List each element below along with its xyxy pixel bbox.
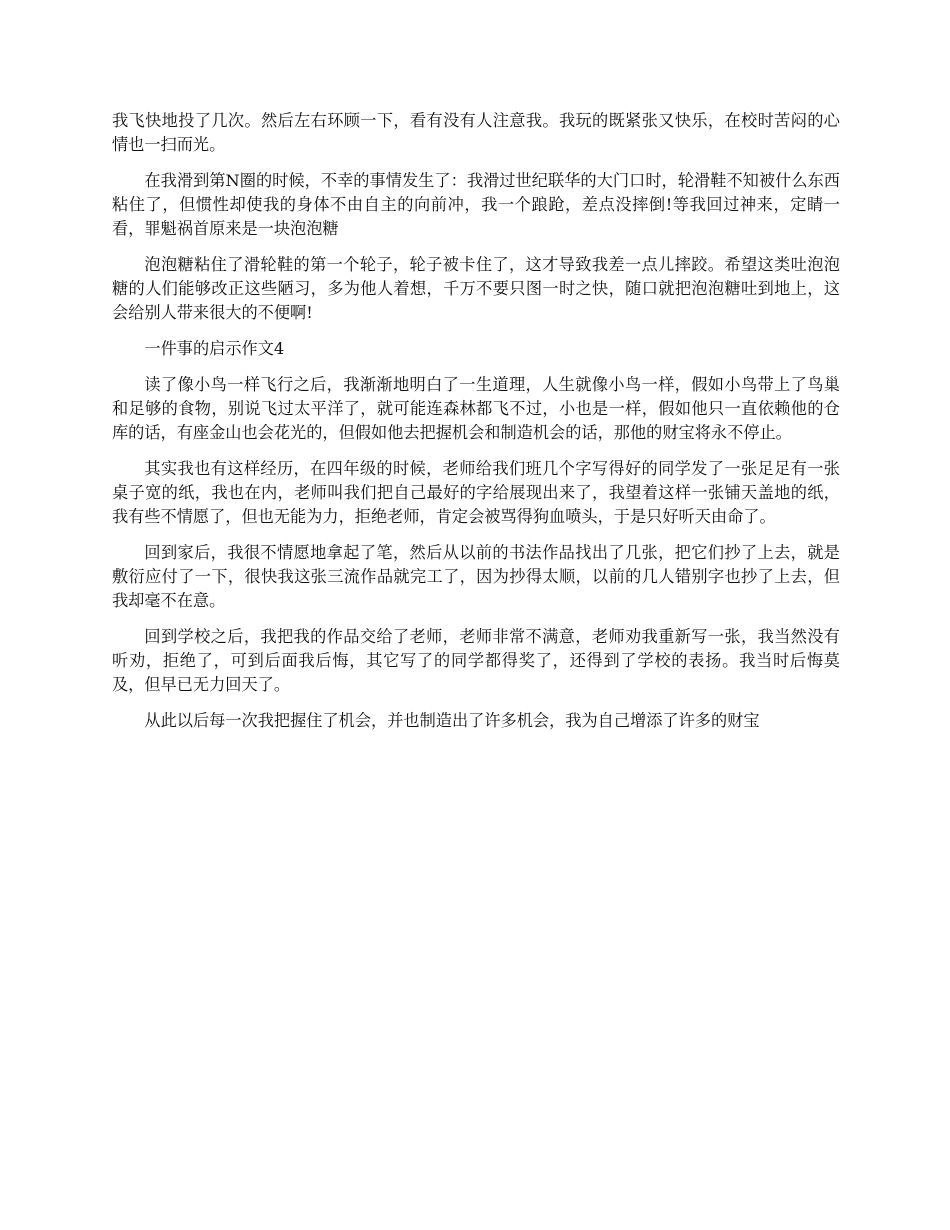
paragraph-8: 从此以后每一次我把握住了机会，并也制造出了许多机会，我为自己增添了许多的财宝 — [144, 711, 760, 730]
paragraph-4: 读了像小鸟一样飞行之后，我渐渐地明白了一生道理，人生就像小鸟一样，假如小鸟带上了鸟巢和足够的食物，别说飞过太平洋了，就可能连森林都飞不过，小也是一样，假如他只一直依赖他的仓库的话，有座金山也会花光的，但假如他去把握机会和制造机会的话，那他的财宝将永不停止。 — [112, 375, 840, 442]
document-page — [112, 109, 840, 745]
paragraph-6: 回到家后，我很不情愿地拿起了笔，然后从以前的书法作品找出了几张，把它们抄了上去，就是敷衍应付了一下，很快我这张三流作品就完工了，因为抄得太顺，以前的几人错别字也抄了上去，但我却毫不在意。 — [112, 543, 840, 610]
paragraph-5: 其实我也有这样经历，在四年级的时候，老师给我们班几个字写得好的同学发了一张足足有一张桌子宽的纸，我也在内，老师叫我们把自己最好的字给展现出来了，我望着这样一张铺天盖地的纸，我有些不情愿了，但也无能为力，拒绝老师，肯定会被骂得狗血喷头，于是只好听天由命了。 — [112, 459, 840, 526]
paragraph-2: 在我滑到第N圈的时候，不幸的事情发生了：我滑过世纪联华的大门口时，轮滑鞋不知被什么东西粘住了，但惯性却使我的身体不由自主的向前冲，我一个踉跄，差点没摔倒!等我回过神来，定睛一看，罪魁祸首原来是一块泡泡糖 — [112, 171, 840, 238]
section-heading: 一件事的启示作文4 — [144, 339, 285, 358]
paragraph-3: 泡泡糖粘住了滑轮鞋的第一个轮子，轮子被卡住了，这才导致我差一点儿摔跤。希望这类吐泡泡糖的人们能够改正这些陋习，多为他人着想，千万不要只图一时之快，随口就把泡泡糖吐到地上，这会给别人带来很大的不便啊! — [112, 255, 840, 322]
paragraph-1: 我飞快地投了几次。然后左右环顾一下，看有没有人注意我。我玩的既紧张又快乐，在校时苦闷的心情也一扫而光。 — [112, 111, 840, 154]
paragraph-7: 回到学校之后，我把我的作品交给了老师，老师非常不满意，老师劝我重新写一张，我当然没有听劝，拒绝了，可到后面我后悔，其它写了的同学都得奖了，还得到了学校的表扬。我当时后悔莫及，但早已无力回天了。 — [112, 627, 840, 694]
